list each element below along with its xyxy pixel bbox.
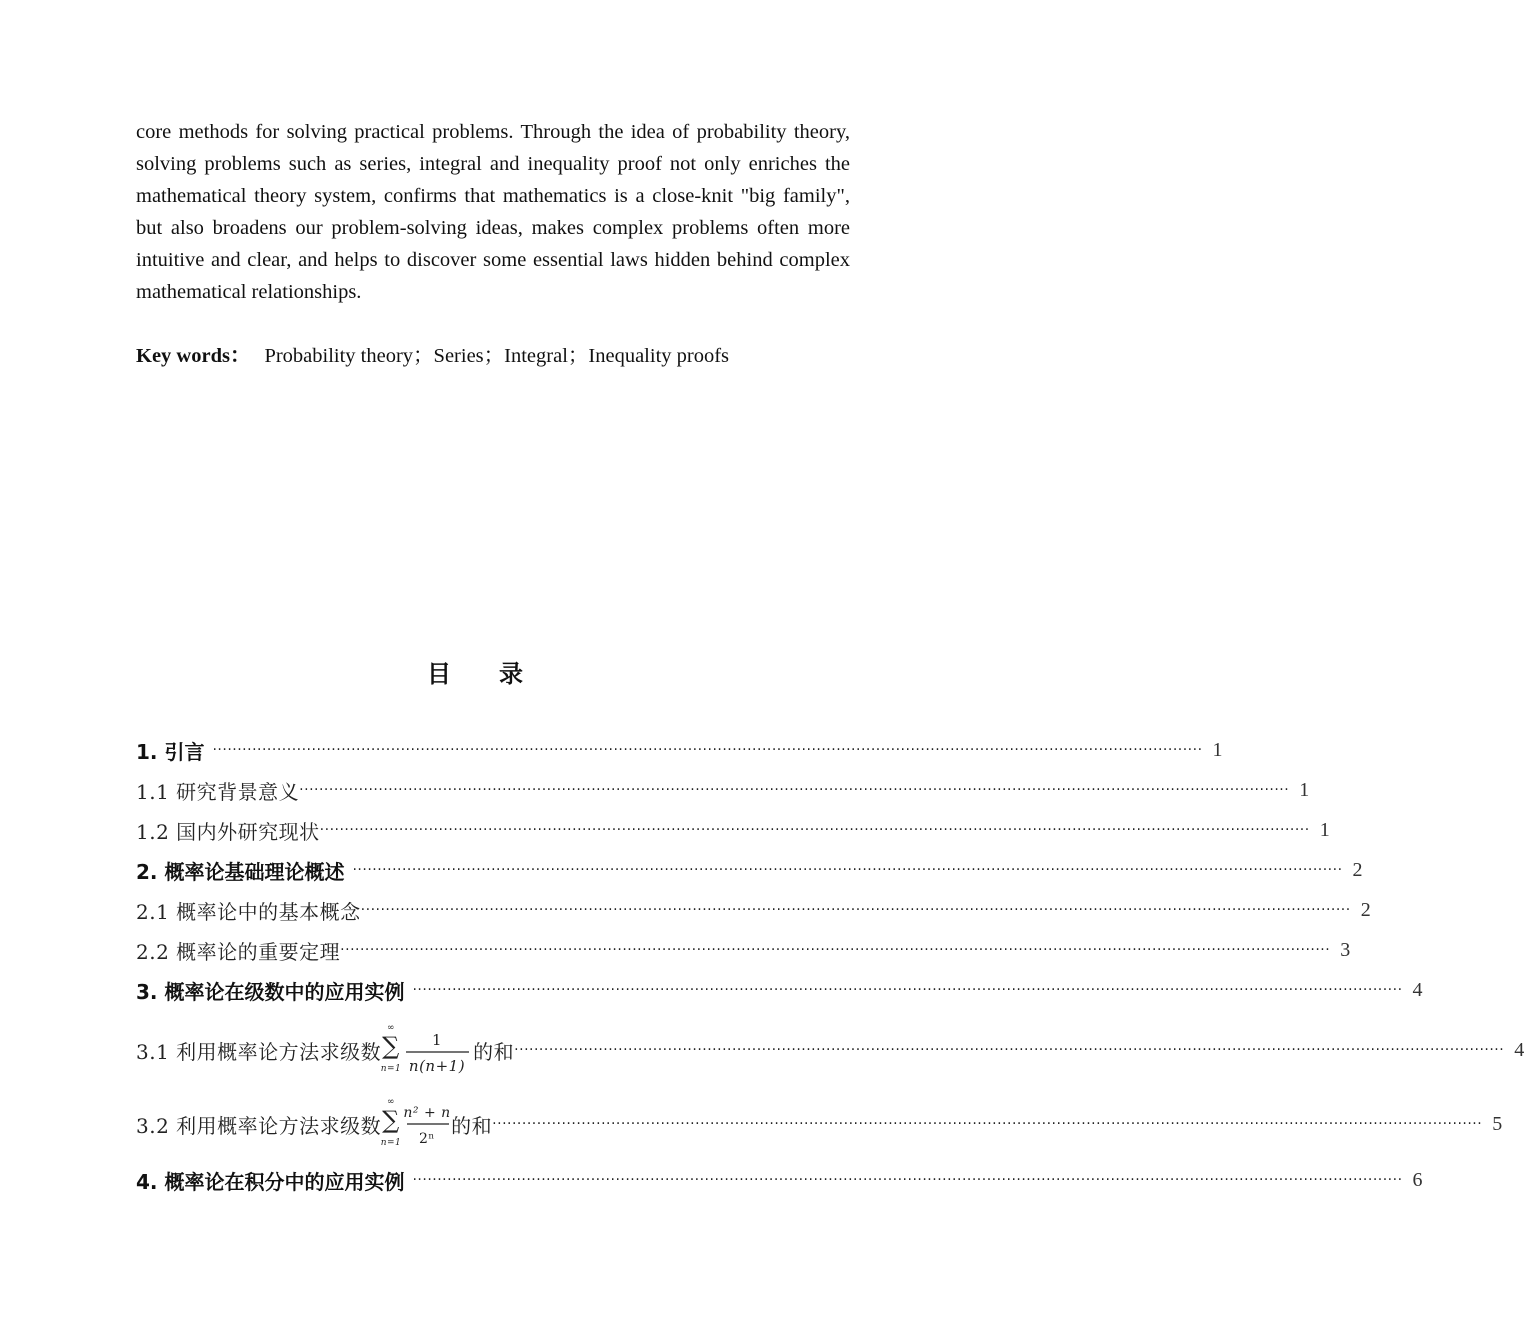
toc-page-number: 3	[1340, 938, 1351, 961]
toc-page-number: 4	[1514, 1038, 1525, 1061]
toc-leader-dots: ········································································································································································································	[492, 1116, 1483, 1132]
toc-entry-label: 1. 引言	[136, 739, 205, 764]
toc-page-number: 1	[1319, 818, 1331, 841]
toc-entry-label: 2.1 概率论中的基本概念	[136, 899, 361, 924]
sum-lower-limit: n=1	[380, 1064, 402, 1074]
sum-upper-limit: ∞	[387, 1023, 396, 1033]
toc-leader-dots: ········································································································································································································	[412, 982, 1403, 998]
toc-leader-dots: ········································································································································································································	[412, 1172, 1403, 1188]
toc-page-number: 2	[1360, 898, 1372, 921]
toc-page-number: 4	[1412, 978, 1423, 1001]
toc-entry-3-2[interactable]	[136, 1096, 1503, 1152]
sigma-symbol: ∑	[382, 1106, 400, 1134]
toc-page-number: 2	[1352, 858, 1363, 881]
toc-page-number: 5	[1492, 1112, 1503, 1135]
toc-leader-dots: ········································································································································································································	[514, 1042, 1505, 1058]
fraction-denominator: n(n+1)	[409, 1057, 466, 1075]
keywords-label: Key words：	[136, 345, 251, 367]
fraction-numerator: 1	[432, 1031, 443, 1049]
toc-leader-dots: ········································································································································································································	[340, 942, 1331, 958]
toc-entry-3-1[interactable]	[136, 1022, 1525, 1078]
keywords-line	[136, 340, 850, 372]
toc-entry-label: 1.1 研究背景意义	[136, 779, 300, 804]
toc-leader-dots: ········································································································································································································	[352, 862, 1343, 878]
series-formula-1	[381, 1021, 473, 1079]
toc-entry-2[interactable]	[136, 852, 1363, 888]
toc-entry-suffix: 的和	[451, 1113, 493, 1138]
toc-title: 目录	[427, 660, 571, 688]
toc-entry-label: 3.2 利用概率论方法求级数	[136, 1113, 382, 1138]
sigma-symbol: ∑	[382, 1032, 400, 1060]
fraction-denominator: 2ⁿ	[419, 1131, 436, 1147]
toc-entry-label: 2. 概率论基础理论概述	[136, 859, 345, 884]
toc-entry-1-1[interactable]	[136, 772, 1310, 808]
toc-entry-2-1[interactable]	[136, 892, 1372, 928]
toc-page-number: 1	[1212, 738, 1223, 761]
toc-entry-3[interactable]	[136, 972, 1423, 1008]
abstract-paragraph: core methods for solving practical problems. Through the idea of probability theory, solving problems such as series, integral and inequality proof not only enriches the mathematical theory system, confirms that mathematics is a close-knit "big family", but also broadens our problem-solving ideas, makes complex problems often more intuitive and clear, and helps to discover some essential laws hidden behind complex mathematical relationships.	[136, 121, 850, 303]
toc-page-number: 1	[1299, 778, 1310, 801]
toc-entry-label: 3. 概率论在级数中的应用实例	[136, 979, 405, 1004]
toc-leader-dots: ········································································································································································································	[360, 902, 1351, 918]
toc-entry-label: 3.1 利用概率论方法求级数	[136, 1039, 382, 1064]
toc-entry-suffix: 的和	[473, 1039, 515, 1064]
sum-lower-limit: n=1	[380, 1138, 402, 1148]
toc-entry-label: 2.2 概率论的重要定理	[136, 939, 341, 964]
toc-entry-1-2[interactable]	[136, 812, 1331, 848]
toc-entry-1[interactable]	[136, 732, 1223, 768]
fraction-numerator: n² + n	[403, 1105, 451, 1121]
toc-page-number: 6	[1412, 1168, 1423, 1191]
toc-leader-dots: ········································································································································································································	[299, 782, 1290, 798]
sum-upper-limit: ∞	[387, 1097, 396, 1107]
toc-entry-2-2[interactable]	[136, 932, 1351, 968]
toc-leader-dots: ········································································································································································································	[212, 742, 1203, 758]
series-formula-2	[381, 1095, 451, 1153]
keywords-list: Probability theory；Series；Integral；Inequality proofs	[264, 345, 730, 367]
toc-entry-label: 4. 概率论在积分中的应用实例	[136, 1169, 405, 1194]
toc-leader-dots: ········································································································································································································	[319, 822, 1310, 838]
toc-entry-4[interactable]	[136, 1162, 1423, 1198]
toc-entry-label: 1.2 国内外研究现状	[136, 819, 320, 844]
